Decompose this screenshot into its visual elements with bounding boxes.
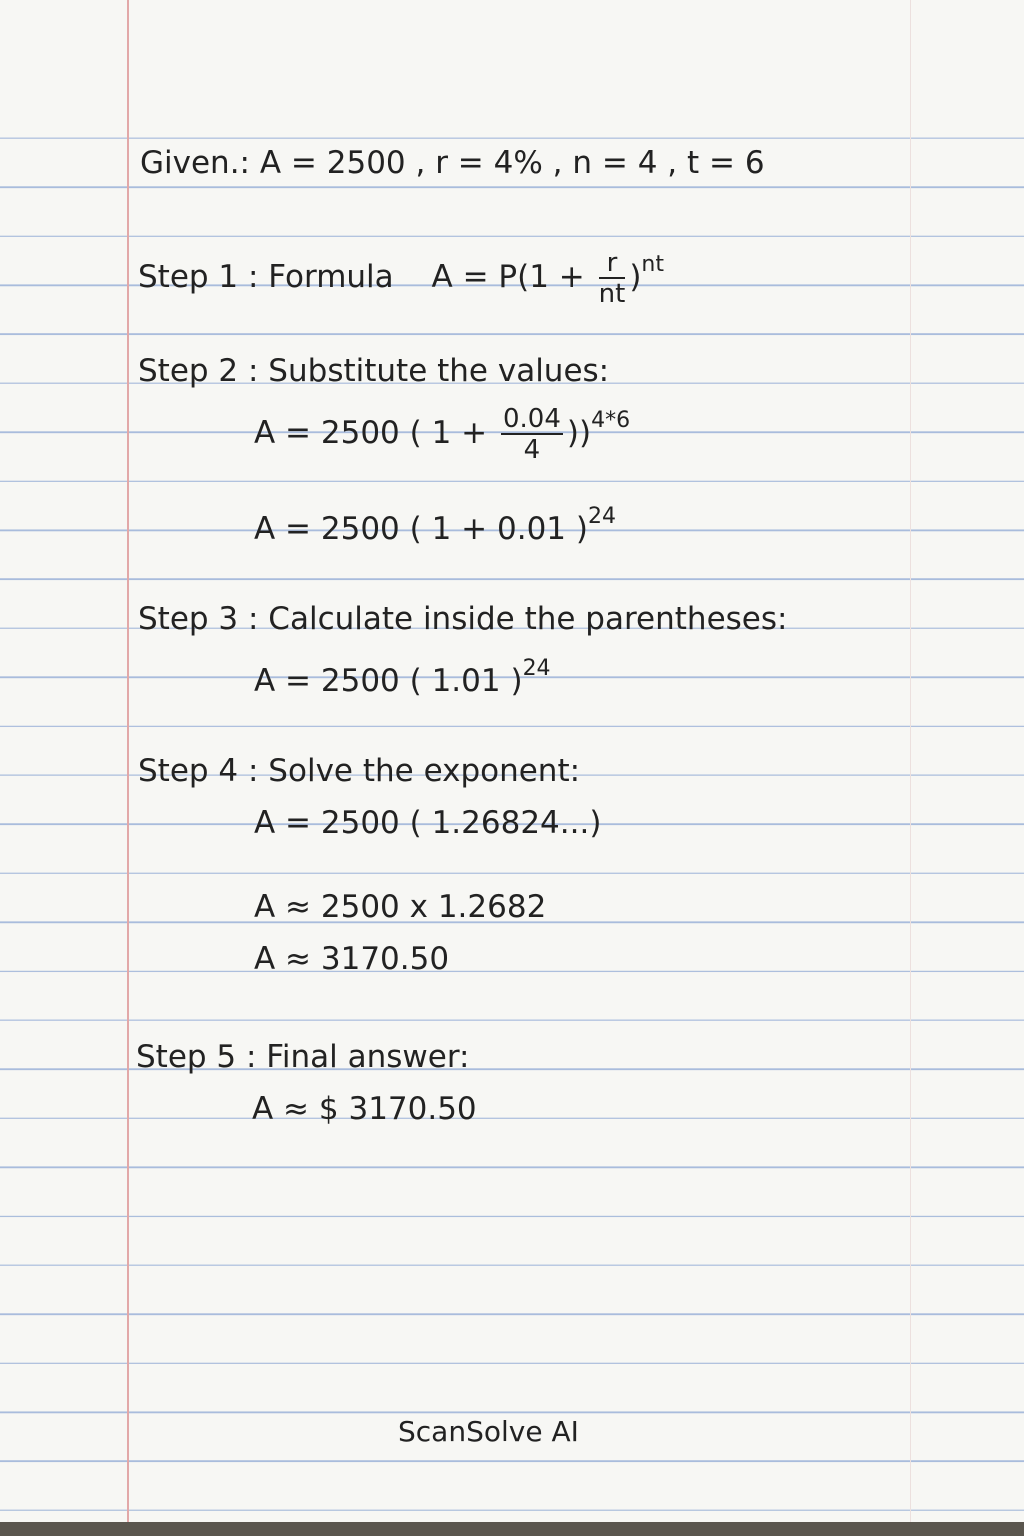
step2-fraction — [501, 406, 563, 463]
step2-line2-exponent: 24 — [587, 504, 616, 529]
step3-result — [254, 658, 551, 697]
step1-formula-lhs: A = P(1 + — [431, 259, 585, 295]
step5-label: Step 5 : Final answer: — [136, 1039, 470, 1075]
footer-brand: ScanSolve AI — [398, 1415, 579, 1448]
step3-label: Step 3 : Calculate inside the parentheses: — [138, 601, 788, 637]
step1-exponent: nt — [641, 252, 664, 277]
step2-fraction-denominator: 4 — [523, 435, 541, 465]
right-guide-line — [910, 0, 911, 1522]
step2-simplified — [254, 506, 616, 545]
step2-line2: A = 2500 ( 1 + 0.01 ) — [254, 511, 588, 547]
step2-line1-lhs: A = 2500 ( 1 + — [254, 415, 488, 451]
step4-line1: A = 2500 ( 1.26824...) — [254, 805, 602, 841]
step4-line2: A ≈ 2500 x 1.2682 — [254, 889, 547, 925]
step2-line1-close: )) — [566, 415, 592, 451]
step2-line1-exponent: 4*6 — [591, 408, 631, 433]
step1-formula-close: ) — [629, 259, 642, 295]
step3-line1: A = 2500 ( 1.01 ) — [254, 663, 523, 699]
step5-final-answer: A ≈ $ 3170.50 — [252, 1091, 477, 1127]
step1-fraction-numerator: r — [599, 250, 626, 279]
given-line: Given.: A = 2500 , r = 4% , n = 4 , t = 6 — [140, 145, 765, 181]
step2-label: Step 2 : Substitute the values: — [138, 353, 610, 389]
margin-line — [127, 0, 129, 1522]
step2-substitution — [254, 406, 630, 463]
step4-label: Step 4 : Solve the exponent: — [138, 753, 581, 789]
step1-label: Step 1 : Formula — [138, 259, 394, 295]
step2-fraction-numerator: 0.04 — [503, 404, 561, 434]
step1-formula — [138, 250, 664, 307]
step3-line1-exponent: 24 — [522, 656, 551, 681]
step4-line3: A ≈ 3170.50 — [254, 941, 450, 977]
step1-fraction — [599, 250, 626, 307]
step1-fraction-denominator: nt — [598, 279, 626, 309]
